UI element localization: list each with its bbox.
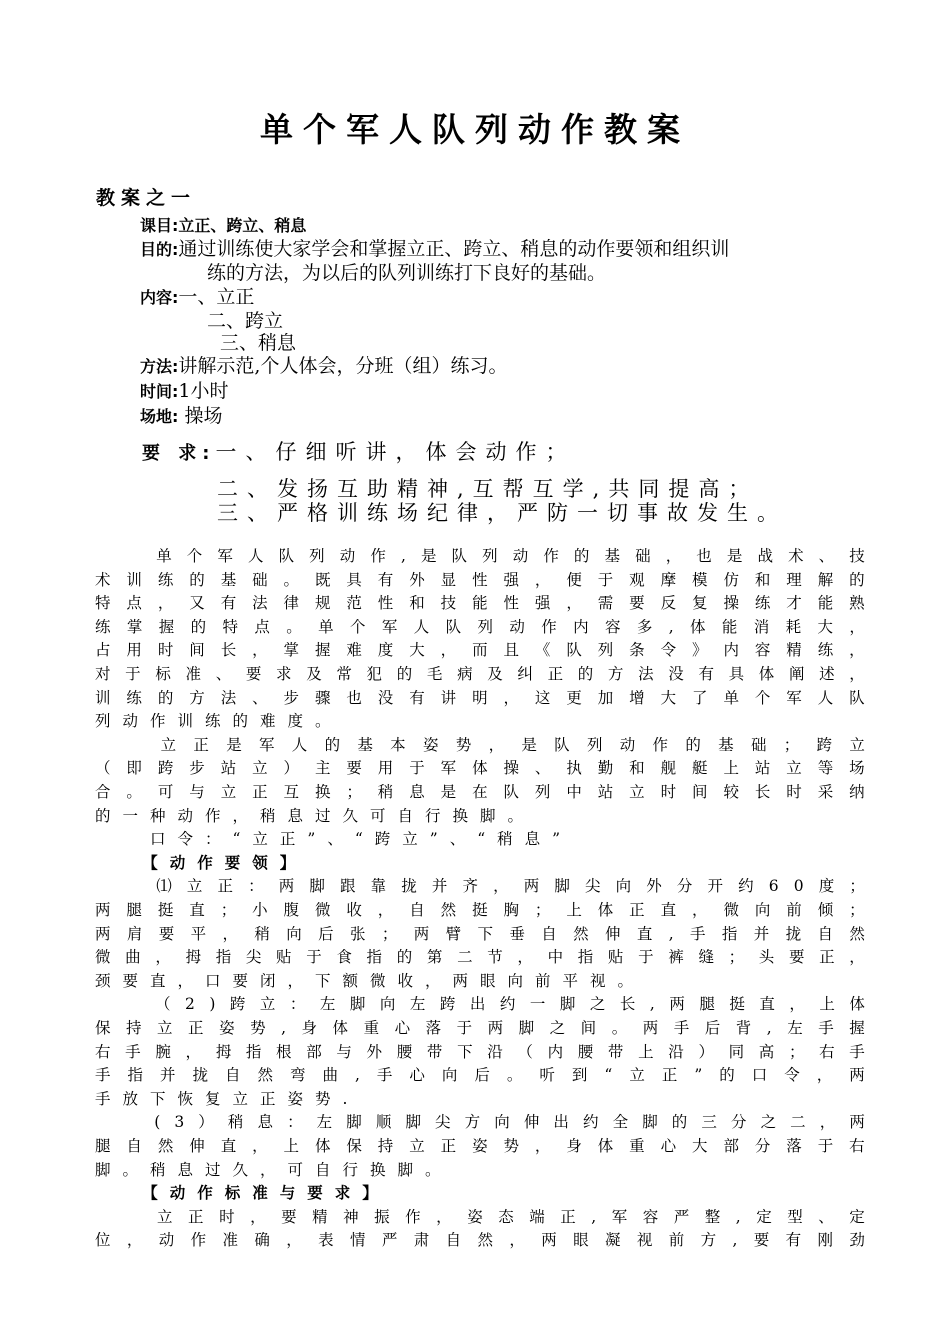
- body-line: 腿 自 然 伸 直 ， 上 体 保 持 立 正 姿 势 ， 身 体 重 心 大 部 分 落 于 右: [95, 1137, 865, 1155]
- body-line: 两 腿 挺 直 ； 小 腹 微 收 ， 自 然 挺 胸 ； 上 体 正 直 ， 微 向 前 倾 ；: [95, 901, 865, 919]
- subject-label: 课目:: [140, 216, 179, 235]
- body-line: 的一种动作，稍息过久可自行换脚。: [95, 806, 536, 825]
- time-value: 1小时: [178, 380, 229, 402]
- body-heading: 【动作要领】: [95, 852, 308, 872]
- body-line: 保 持 立 正 姿 势 , 身 体 重 心 落 于 两 脚 之 间 。 两 手 后 背 , 左 手 握: [95, 1019, 865, 1037]
- content-item-1: 一、立正: [178, 286, 255, 308]
- body-line: 颈要直，口要闭，下额微收，两眼向前平视。: [95, 971, 646, 990]
- body-line: 手放下恢复立正姿势.: [95, 1089, 360, 1108]
- subject-value: 立正、跨立、稍息: [178, 216, 307, 235]
- content-item-3: 三、稍息: [220, 332, 297, 354]
- content-line: [140, 286, 254, 309]
- body-line: 微 曲 ， 拇 指 尖 贴 于 食 指 的 第 二 节 ， 中 指 贴 于 裤 缝 ； 头 要 正 ，: [95, 948, 865, 967]
- purpose-line-1: [140, 238, 729, 261]
- body-line: 右 手 腕 ， 拇 指 根 部 与 外 腰 带 下 沿 （ 内 腰 带 上 沿 ） 同 高 ； 右 手: [95, 1042, 865, 1061]
- requirements-line-3: [217, 497, 787, 527]
- requirement-item-1: 一、仔细听讲，体会动作；: [215, 440, 576, 464]
- method-line: [140, 355, 507, 378]
- body-line: 立 正 时 ， 要 精 神 振 作 ， 姿 态 端 正 , 军 容 严 整 , 定 型 、 定: [157, 1207, 865, 1226]
- purpose-label: 目的:: [140, 240, 179, 259]
- body-line: 立 正 是 军 人 的 基 本 姿 势 ， 是 队 列 动 作 的 基 础 ； 跨 立: [160, 735, 865, 754]
- place-value: 操场: [178, 405, 223, 427]
- purpose-line-2: [207, 262, 606, 285]
- document-title: 单个军人队列动作教案: [260, 110, 690, 149]
- place-line: [140, 405, 222, 428]
- body-line: 手 指 并 拢 自 然 弯 曲 , 手 心 向 后 。 听 到 “ 立 正 ” 的 口 令 ， 两: [95, 1066, 865, 1085]
- content-item-2-line: [207, 310, 283, 333]
- body-line: 脚。稍息过久，可自行换脚。: [95, 1160, 453, 1179]
- body-line: 训 练 的 方 法 、 步 骤 也 没 有 讲 明 ， 这 更 加 增 大 了 单 个 军 人 队: [95, 688, 865, 707]
- body-line: 术 训 练 的 基 础 。 既 具 有 外 显 性 强 ， 便 于 观 摩 模 仿 和 理 解 的: [95, 570, 865, 589]
- purpose-text-2: 练的方法，为以后的队列训练打下良好的基础。: [207, 262, 607, 284]
- purpose-text-1: 通过训练使大家学会和掌握立正、跨立、稍息的动作要领和组织训: [178, 238, 730, 260]
- body-line: 单 个 军 人 队 列 动 作 , 是 队 列 动 作 的 基 础 ， 也 是 战 术 、 技: [156, 547, 865, 565]
- body-line: 合 。 可 与 立 正 互 换 ； 稍 息 是 在 队 列 中 站 立 时 间 较 长 时 采 纳: [95, 783, 865, 801]
- body-line: 练 掌 握 的 特 点 。 单 个 军 人 队 列 动 作 内 容 多 , 体 能 消 耗 大 ，: [95, 617, 865, 636]
- requirement-item-3: 三、严格训练场纪律，严防一切事故发生。: [217, 501, 787, 525]
- method-value: 讲解示范,个人体会，分班（组）练习。: [178, 355, 508, 377]
- time-label: 时间:: [140, 382, 179, 401]
- body-line: 位 ， 动 作 准 确 ， 表 情 严 肃 自 然 ， 两 眼 凝 视 前 方 , 要 有 刚 劲: [95, 1231, 865, 1250]
- content-item-2: 二、跨立: [207, 310, 284, 332]
- body-heading: 【动作标准与要求】: [95, 1183, 390, 1203]
- section-title: 教案之一: [96, 187, 197, 209]
- content-item-3-line: [220, 332, 296, 355]
- body-line: ( 3 ） 稍 息 ： 左 脚 顺 脚 尖 方 向 伸 出 约 全 脚 的 三 分 之 二 ， 两: [154, 1113, 865, 1132]
- body-line: 两 肩 要 平 ， 稍 向 后 张 ； 两 臂 下 垂 自 然 伸 直 , 手 指 并 拢 自 然: [95, 924, 865, 943]
- place-label: 场地:: [140, 407, 179, 426]
- time-line: [140, 380, 229, 403]
- method-label: 方法:: [140, 357, 179, 376]
- body-line: ⑴ 立 正 ： 两 脚 跟 靠 拢 并 齐 ， 两 脚 尖 向 外 分 开 约 6 0 度 ；: [156, 877, 865, 896]
- subject-line: [140, 214, 306, 237]
- body-line: 对 于 标 准 、 要 求 及 常 犯 的 毛 病 及 纠 正 的 方 法 没 有 具 体 阐 述 ，: [95, 665, 865, 683]
- body-line: 特 点 ， 又 有 法 律 规 范 性 和 技 能 性 强 ， 需 要 反 复 操 练 才 能 熟: [95, 594, 865, 613]
- body-line: 占 用 时 间 长 ， 掌 握 难 度 大 ， 而 且 《 队 列 条 令 》 内 容 精 练 ，: [95, 641, 865, 660]
- body-line: （ 2 ) 跨 立 ： 左 脚 向 左 跨 出 约 一 脚 之 长 , 两 腿 挺 直 ， 上 体: [155, 995, 865, 1014]
- content-label: 内容:: [140, 288, 179, 307]
- requirements-line-1: [142, 436, 575, 466]
- body-line: 口令：“立正”、“跨立”、“稍息”: [95, 830, 573, 849]
- body-line: （ 即 跨 步 站 立 ） 主 要 用 于 军 体 操 、 执 勤 和 舰 艇 上 站 立 等 场: [95, 759, 865, 778]
- requirement-item-2: 二、发扬互助精神,互帮互学,共同提高；: [217, 477, 759, 501]
- body-line: 列动作训练的难度。: [95, 712, 343, 731]
- requirements-label: 要 求:: [142, 443, 216, 464]
